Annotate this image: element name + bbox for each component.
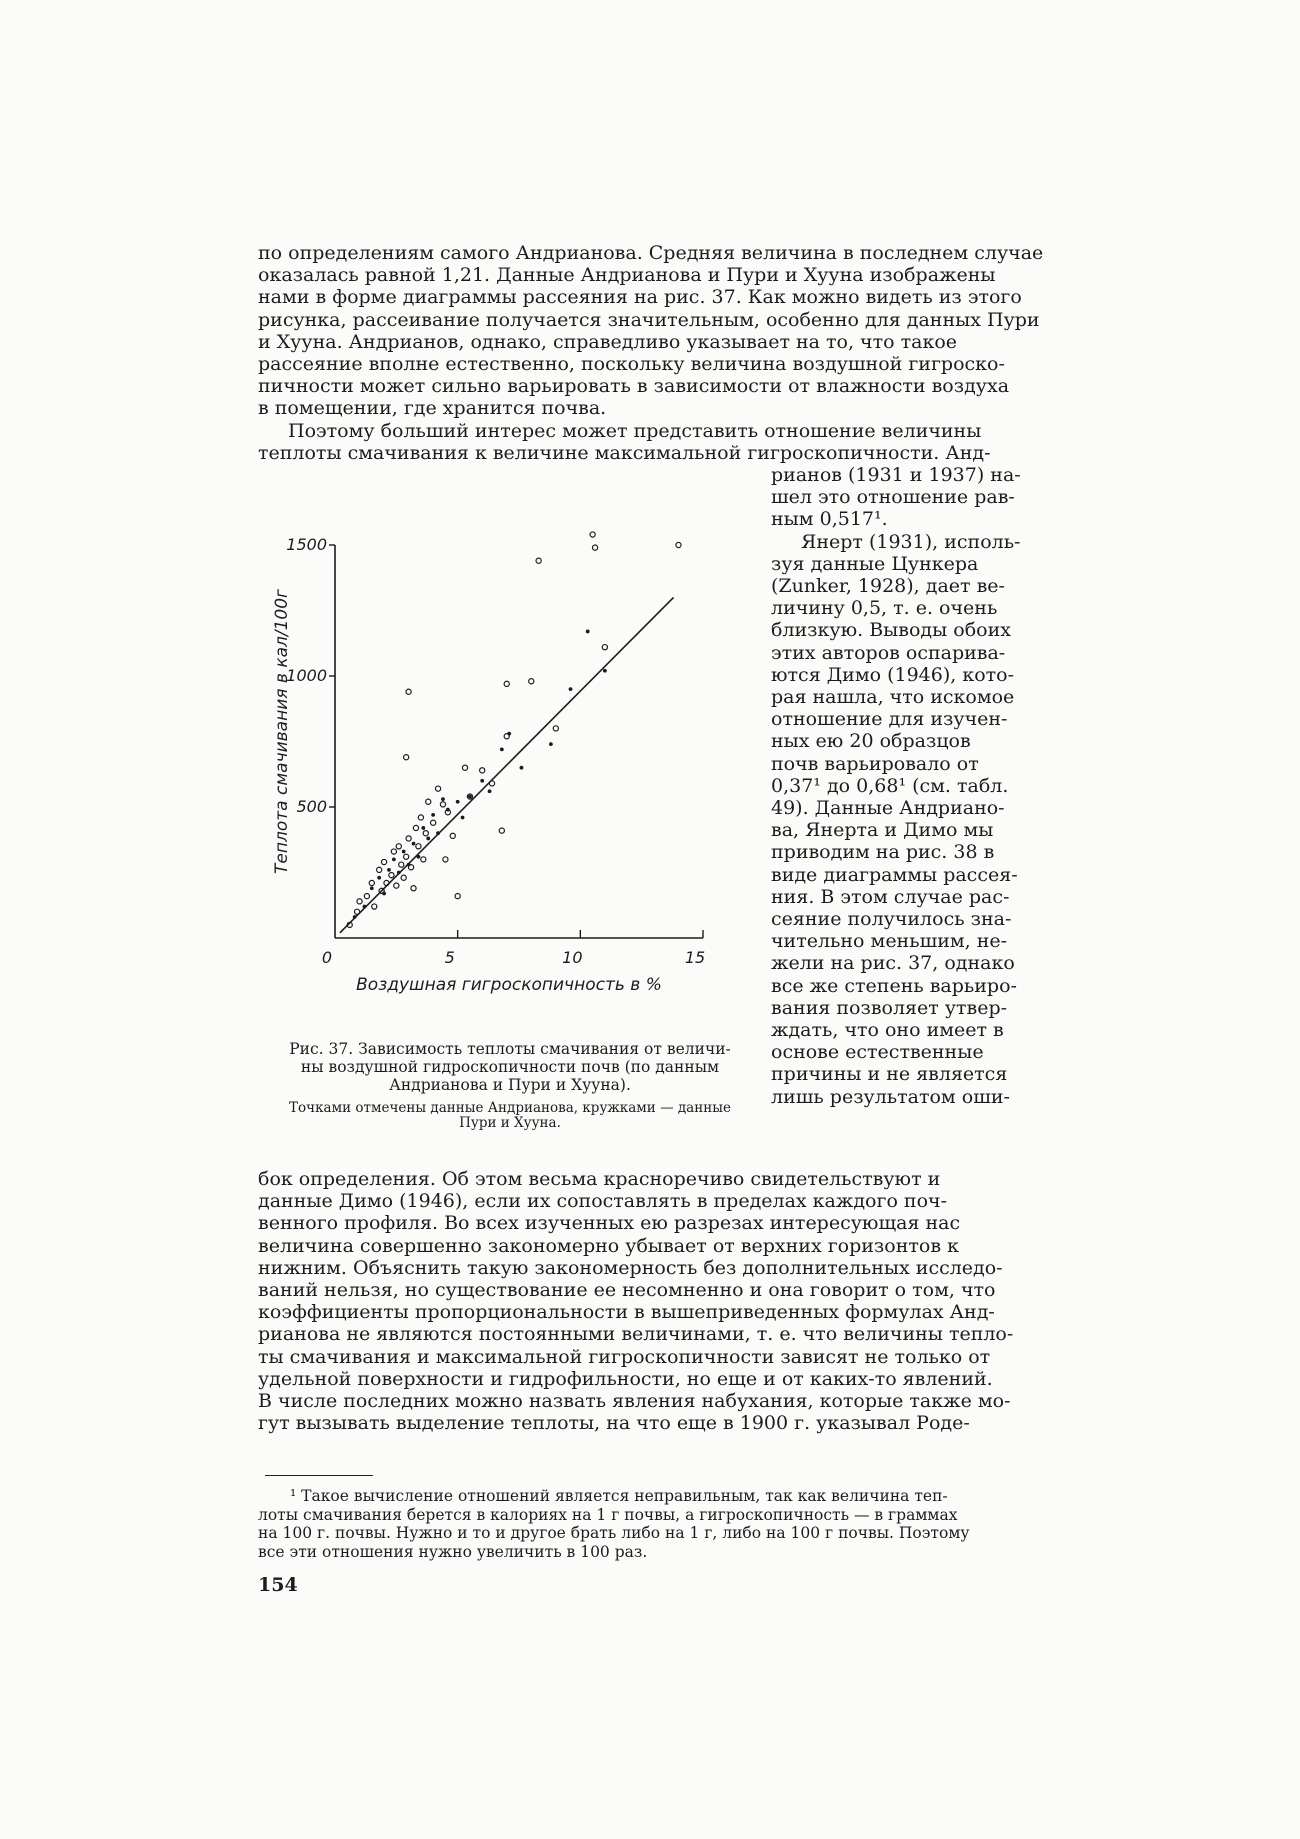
text-line: все же степень варьиро- <box>771 974 1017 997</box>
text-line: рисунка, рассеивание получается значительным, особенно для данных Пури <box>258 308 1040 331</box>
figure-caption <box>255 1040 765 1094</box>
data-point-dot <box>480 779 484 783</box>
data-point-dot <box>363 905 367 909</box>
data-point-dot <box>402 850 406 854</box>
data-point-circle <box>364 893 369 898</box>
text-line: величина совершенно закономерно убывает от верхних горизонтов к <box>258 1234 959 1257</box>
caption-note-line: Точками отмечены данные Андрианова, кружками — данные <box>289 1100 731 1116</box>
y-tick-label: 1000 <box>286 666 327 685</box>
data-point-dot <box>436 831 440 835</box>
data-point-circle <box>418 815 423 820</box>
figure-caption-note <box>255 1101 765 1131</box>
caption-line: Андрианова и Пури и Хууна). <box>389 1076 631 1094</box>
data-point-circle <box>480 768 485 773</box>
data-point-circle <box>381 859 386 864</box>
data-point-circle <box>450 833 455 838</box>
text-line: ваний нельзя, но существование ее несомненно и она говорит о том, что <box>258 1279 996 1302</box>
data-point-dot <box>468 795 472 799</box>
data-point-dot <box>456 800 460 804</box>
text-line: венного профиля. Во всех изученных ею разрезах интересующая нас <box>258 1212 961 1235</box>
text-line: чительно меньшим, не- <box>771 930 1008 953</box>
x-tick-label: 10 <box>562 948 583 967</box>
data-point-circle <box>431 820 436 825</box>
text-line: гут вызывать выделение теплоты, на что еще в 1900 г. указывал Роде- <box>258 1412 970 1435</box>
text-line: вания позволяет утвер- <box>771 996 1008 1019</box>
footnote-rule <box>265 1475 373 1476</box>
text-line: этих авторов оспарива- <box>771 641 1006 664</box>
data-point-dot <box>520 766 524 770</box>
data-point-circle <box>440 802 445 807</box>
scatter-chart <box>255 505 775 1010</box>
text-line: близкую. Выводы обоих <box>771 619 1011 642</box>
text-line: причины и не является <box>771 1063 1008 1086</box>
text-line: зуя данные Цункера <box>771 552 979 575</box>
data-point-circle <box>389 873 394 878</box>
footnote-line: все эти отношения нужно увеличить в 100 раз. <box>258 1542 648 1561</box>
data-point-circle <box>592 545 597 550</box>
data-point-dot <box>421 826 425 830</box>
text-line: бок определения. Об этом весьма красноречиво свидетельствуют и <box>258 1168 941 1190</box>
text-line: и Хууна. Андрианов, однако, справедливо указывает на то, что такое <box>258 330 958 353</box>
top-paragraph <box>258 242 1044 420</box>
caption-note-line: Пури и Хууна. <box>459 1115 561 1131</box>
data-point-dot <box>549 742 553 746</box>
side-column-text <box>771 464 1041 1108</box>
y-tick-label: 1500 <box>286 535 327 554</box>
data-point-dot <box>387 868 391 872</box>
text-line: рианова не являются постоянными величинами, т. е. что величины тепло- <box>258 1323 1014 1346</box>
data-point-dot <box>426 837 430 841</box>
text-line: удельной поверхности и гидрофильности, но еще и от каких-то явлений. <box>258 1367 993 1390</box>
y-tick-label: 500 <box>296 797 327 816</box>
footnote-line: на 100 г. почвы. Нужно и то и другое брать либо на 1 г, либо на 100 г почвы. Поэтому <box>258 1524 970 1542</box>
data-point-circle <box>602 645 607 650</box>
data-point-dot <box>431 813 435 817</box>
data-point-circle <box>529 679 534 684</box>
data-point-circle <box>499 828 504 833</box>
footnote <box>258 1487 1041 1561</box>
data-point-dot <box>397 871 401 875</box>
data-point-circle <box>406 836 411 841</box>
data-point-circle <box>455 893 460 898</box>
text-line: жели на рис. 37, однако <box>771 952 1015 975</box>
data-point-circle <box>357 899 362 904</box>
data-point-circle <box>416 844 421 849</box>
data-point-dot <box>500 747 504 751</box>
text-line: (Zunker, 1928), дает ве- <box>771 575 1005 598</box>
text-line: 0,37¹ до 0,68¹ (см. табл. <box>771 774 1009 797</box>
data-point-circle <box>426 799 431 804</box>
text-line: коэффициенты пропорциональности в вышеприведенных формулах Анд- <box>258 1301 995 1324</box>
caption-line: Рис. 37. Зависимость теплоты смачивания от величи- <box>289 1040 731 1058</box>
text-line: отношение для изучен- <box>771 708 1008 731</box>
data-point-circle <box>391 849 396 854</box>
text-line: ным 0,517¹. <box>771 508 888 531</box>
data-point-circle <box>377 867 382 872</box>
data-point-circle <box>489 781 494 786</box>
text-line: нами в форме диаграммы рассеяния на рис. 37. Как можно видеть из этого <box>258 286 1022 309</box>
footnote-line: лоты смачивания берется в калориях на 1 г почвы, а гигроскопичность — в граммах <box>258 1505 958 1524</box>
data-point-circle <box>396 844 401 849</box>
text-line: В числе последних можно назвать явления набухания, которые также мо- <box>258 1390 1011 1413</box>
data-point-dot <box>377 876 381 880</box>
text-line: оказалась равной 1,21. Данные Андрианова и Пури и Хууна изображены <box>258 264 996 287</box>
data-point-circle <box>372 904 377 909</box>
text-line: данные Димо (1946), если их сопоставлять в пределах каждого поч- <box>258 1190 948 1213</box>
data-point-circle <box>435 786 440 791</box>
data-point-circle <box>676 542 681 547</box>
text-line: в помещении, где хранится почва. <box>258 397 607 420</box>
data-point-dot <box>461 816 465 820</box>
data-point-circle <box>536 558 541 563</box>
text-line: по определениям самого Андрианова. Средняя величина в последнем случае <box>258 242 1044 264</box>
trend-line <box>340 597 674 932</box>
second-paragraph <box>258 420 1041 464</box>
data-point-dot <box>392 858 396 862</box>
data-point-circle <box>443 857 448 862</box>
text-line: Поэтому больший интерес может представить отношение величины <box>288 420 982 442</box>
x-tick-label: 0 <box>321 948 333 967</box>
text-line: нижним. Объяснить такую закономерность без дополнительных исследо- <box>258 1256 1003 1279</box>
data-point-dot <box>412 842 416 846</box>
data-point-circle <box>369 880 374 885</box>
data-point-circle <box>406 689 411 694</box>
data-point-circle <box>394 883 399 888</box>
text-line: рианов (1931 и 1937) на- <box>771 464 1021 486</box>
data-point-circle <box>399 862 404 867</box>
text-line: теплоты смачивания к величине максимальной гигроскопичности. Анд- <box>258 442 991 465</box>
data-point-dot <box>488 789 492 793</box>
text-line: Янерт (1931), исполь- <box>801 530 1021 553</box>
footnote-line: ¹ Такое вычисление отношений является неправильным, так как величина теп- <box>290 1487 948 1505</box>
data-point-dot <box>353 915 357 919</box>
data-point-circle <box>401 875 406 880</box>
text-line: личину 0,5, т. е. очень <box>771 597 998 620</box>
data-point-dot <box>441 797 445 801</box>
data-point-circle <box>413 825 418 830</box>
data-point-dot <box>417 855 421 859</box>
data-point-dot <box>370 886 374 890</box>
data-point-circle <box>411 886 416 891</box>
data-point-circle <box>404 854 409 859</box>
bottom-paragraph <box>258 1168 1041 1434</box>
text-line: почв варьировало от <box>771 752 979 775</box>
data-point-circle <box>462 765 467 770</box>
text-line: ты смачивания и максимальной гигроскопичности зависят не только от <box>258 1345 991 1368</box>
data-point-circle <box>354 909 359 914</box>
text-line: сеяние получилось зна- <box>771 908 1012 931</box>
data-point-circle <box>408 865 413 870</box>
data-point-dot <box>603 669 607 673</box>
text-line: основе естественные <box>771 1041 984 1064</box>
text-line: шел это отношение рав- <box>771 486 1015 509</box>
data-point-circle <box>404 755 409 760</box>
data-point-circle <box>504 734 509 739</box>
data-point-dot <box>569 687 573 691</box>
text-line: рая нашла, что искомое <box>771 686 1015 709</box>
text-line: ния. В этом случае рас- <box>771 885 1010 908</box>
x-axis-label: Воздушная гигроскопичность в % <box>356 975 662 995</box>
page-number: 154 <box>258 1574 298 1596</box>
text-line: ных ею 20 образцов <box>771 730 971 753</box>
data-point-circle <box>590 532 595 537</box>
text-line: рассеяние вполне естественно, поскольку величина воздушной гигроско- <box>258 353 1005 376</box>
text-line: виде диаграммы рассея- <box>771 863 1018 886</box>
text-line: ются Димо (1946), кото- <box>771 663 1015 686</box>
caption-line: ны воздушной гидроскопичности почв (по данным <box>300 1058 720 1076</box>
data-point-circle <box>423 831 428 836</box>
x-tick-label: 15 <box>684 948 706 967</box>
data-point-circle <box>553 726 558 731</box>
data-point-circle <box>504 681 509 686</box>
text-line: лишь результатом оши- <box>771 1085 1010 1108</box>
data-point-circle <box>421 857 426 862</box>
data-point-dot <box>586 630 590 634</box>
text-line: ждать, что оно имеет в <box>771 1019 1004 1042</box>
text-line: 49). Данные Андриано- <box>771 797 1005 820</box>
text-line: приводим на рис. 38 в <box>771 841 995 864</box>
text-line: пичности может сильно варьировать в зависимости от влажности воздуха <box>258 375 1010 398</box>
y-axis-label: Теплота смачивания в кал/100г <box>272 589 292 874</box>
x-tick-label: 5 <box>444 948 455 967</box>
text-line: ва, Янерта и Димо мы <box>771 819 994 842</box>
